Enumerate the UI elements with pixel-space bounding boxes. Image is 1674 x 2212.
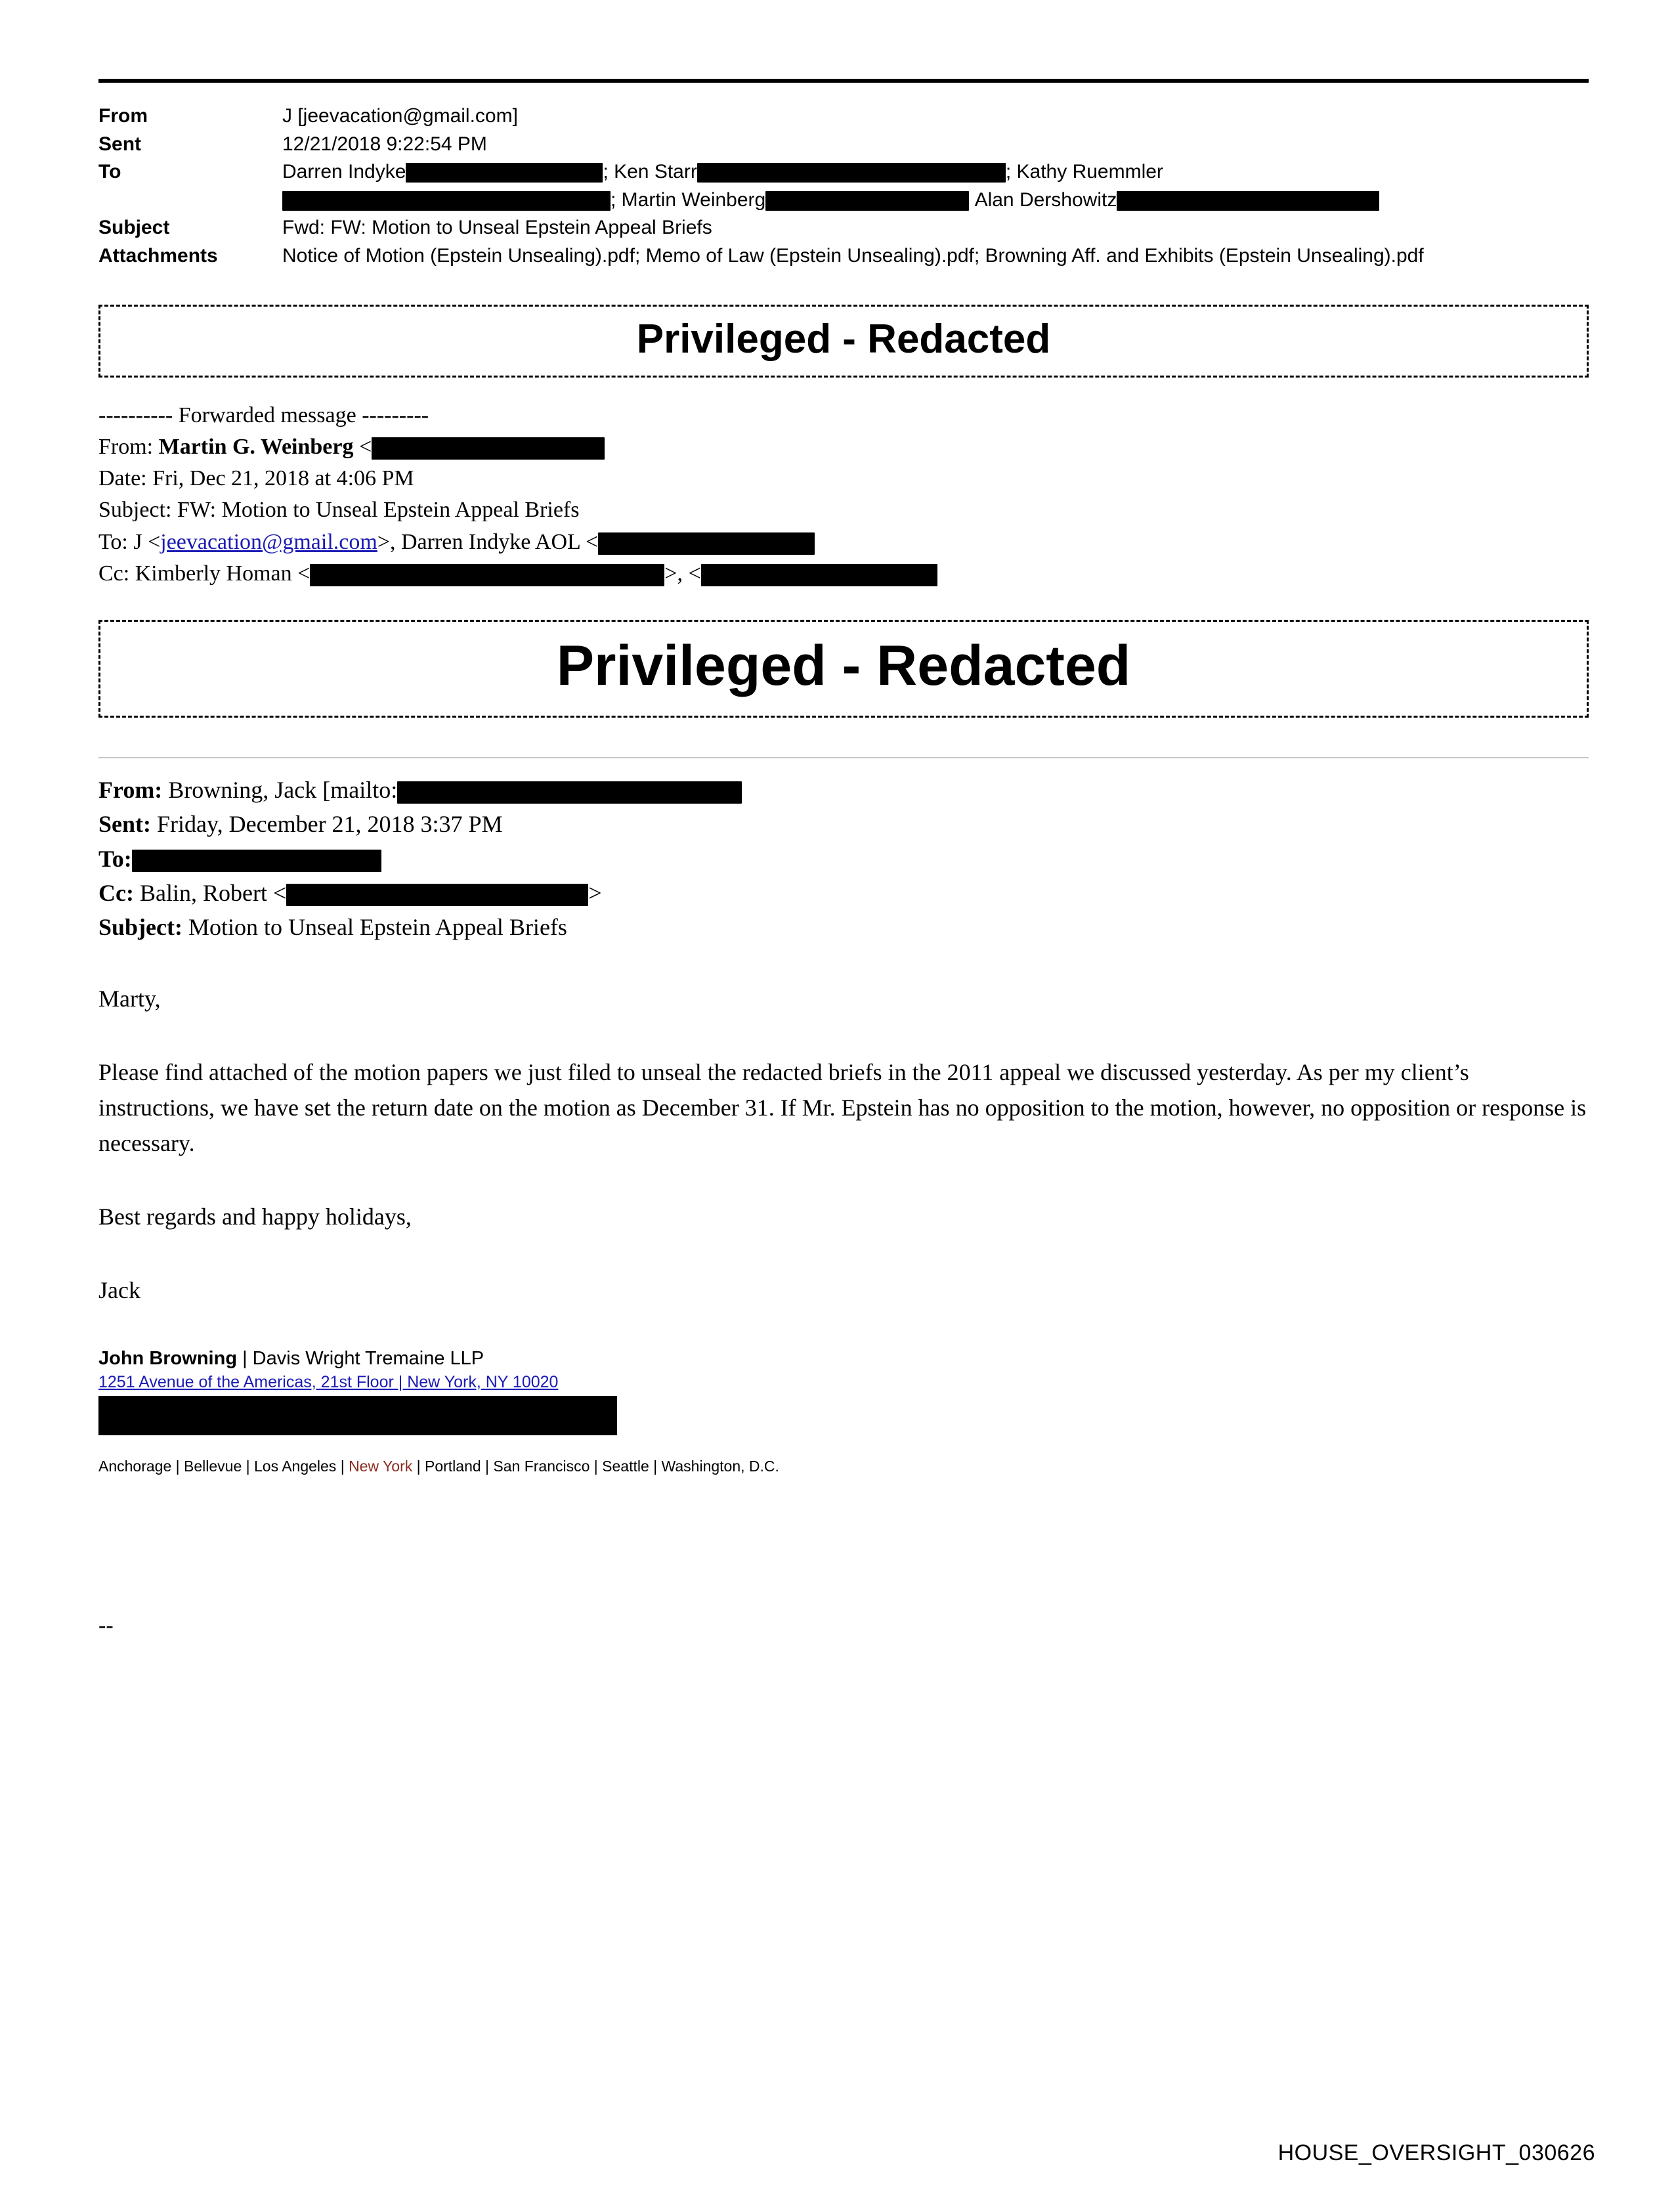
header-row-from [98,102,1589,131]
body-signoff: Jack [98,1277,140,1304]
email-body [98,981,1589,1308]
inner-from-value: Browning, Jack [mailto: [168,777,398,804]
forwarded-subject-line: Subject: FW: Motion to Unseal Epstein Appeal Briefs [98,498,580,523]
document-content [98,79,1589,1638]
top-rule-divider [98,79,1589,83]
signature-city-highlight: New York [349,1457,413,1475]
to-recipient-2: ; Ken Starr [603,161,697,183]
to-value-continued [282,186,1589,215]
signature-cities-part1: Anchorage | Bellevue | Los Angeles | [98,1457,349,1475]
body-paragraph-1: Please find attached of the motion papers we just filed to unseal the redacted briefs in the 2011 appeal we discussed yesterday. As per my client’s instructions, we have set the return date on the motion as December 31. If Mr. Epstein has no opposition to the motion, however, no opposition or response is necessary. [98,1059,1587,1157]
forwarded-to-email-link[interactable]: jeevacation@gmail.com [160,529,377,554]
inner-from-label: From: [98,777,163,804]
sent-value: 12/21/2018 9:22:54 PM [282,133,487,155]
header-row-to-cont [98,186,1589,215]
body-salutation: Marty, [98,986,161,1012]
redaction-bar [598,532,815,555]
subject-label: Subject [98,217,170,239]
inner-subject-line [98,910,1589,944]
email-header-block [98,102,1589,271]
privileged-banner-top: Privileged - Redacted [98,305,1589,378]
forwarded-from-bracket: < [358,434,372,459]
forwarded-message-block [98,400,1589,590]
inner-email-header [98,773,1589,944]
forwarded-to-mid: >, Darren Indyke AOL < [377,529,599,554]
redaction-bar [1117,191,1379,211]
signature-address: 1251 Avenue of the Americas, 21st Floor | New York, NY 10020 [98,1373,559,1392]
to-value [282,158,1589,186]
from-value: J [jeevacation@gmail.com] [282,105,518,127]
inner-cc-value: Balin, Robert < [139,879,287,906]
redaction-bar [372,437,605,460]
forwarded-to-prefix: To: J < [98,529,161,554]
forwarded-cc-mid: >, < [664,561,701,586]
signature-firm: | Davis Wright Tremaine LLP [237,1348,484,1370]
from-label: From [98,105,148,127]
redaction-bar [282,191,611,211]
redaction-bar [406,163,603,183]
signature-name-line [98,1346,1589,1372]
forwarded-date-line: Date: Fri, Dec 21, 2018 at 4:06 PM [98,466,414,491]
inner-sent-value: Friday, December 21, 2018 3:37 PM [157,811,503,838]
to-recipient-1: Darren Indyke [282,161,406,183]
inner-cc-close: > [588,879,602,906]
redaction-bar [132,850,381,872]
forwarded-cc-prefix: Cc: Kimberly Homan < [98,561,311,586]
inner-to-label: To: [98,845,132,872]
forwarded-to-line [98,527,1589,558]
to-recipient-5: Alan Dershowitz [974,188,1117,211]
signature-office-cities [98,1458,1589,1475]
inner-subject-label: Subject: [98,913,182,940]
privileged-banner-main: Privileged - Redacted [98,620,1589,718]
to-recipient-4: ; Martin Weinberg [611,188,766,211]
subject-value: Fwd: FW: Motion to Unseal Epstein Appeal Briefs [282,217,712,239]
forwarded-from-label: From: [98,434,154,459]
attachments-value: Notice of Motion (Epstein Unsealing).pdf; Memo of Law (Epstein Unsealing).pdf; Browning Aff. and Exhibits (Epstein Unsealing).pdf [282,244,1424,267]
forwarded-divider: ---------- Forwarded message --------- [98,402,429,427]
redaction-bar [310,564,664,586]
redaction-bar [765,191,969,211]
inner-subject-value: Motion to Unseal Epstein Appeal Briefs [188,913,567,940]
email-signature [98,1346,1589,1475]
bates-number: HOUSE_OVERSIGHT_030626 [1277,2140,1595,2165]
section-divider [98,757,1589,758]
forwarded-from-line [98,431,1589,463]
redaction-bar [98,1396,617,1435]
redaction-bar [701,564,937,586]
header-row-attachments [98,242,1589,271]
to-recipient-3: ; Kathy Ruemmler [1005,161,1163,183]
forwarded-cc-line [98,558,1589,590]
inner-sent-line [98,807,1589,841]
inner-to-line [98,842,1589,876]
inner-from-line [98,773,1589,807]
forwarded-from-name: Martin G. Weinberg [158,434,354,459]
signature-cities-part2: | Portland | San Francisco | Seattle | Washington, D.C. [412,1457,779,1475]
header-row-subject [98,214,1589,242]
attachments-label: Attachments [98,244,218,267]
header-row-sent [98,131,1589,159]
redaction-bar [286,884,588,906]
inner-sent-label: Sent: [98,811,151,838]
redaction-bar [697,163,1006,183]
body-closing: Best regards and happy holidays, [98,1204,412,1230]
sent-label: Sent [98,133,142,155]
header-row-to [98,158,1589,186]
trailing-dashes: -- [98,1613,114,1637]
signature-name: John Browning [98,1348,238,1370]
inner-cc-line [98,876,1589,910]
to-label: To [98,161,121,183]
redaction-bar [397,781,742,804]
inner-cc-label: Cc: [98,879,134,906]
